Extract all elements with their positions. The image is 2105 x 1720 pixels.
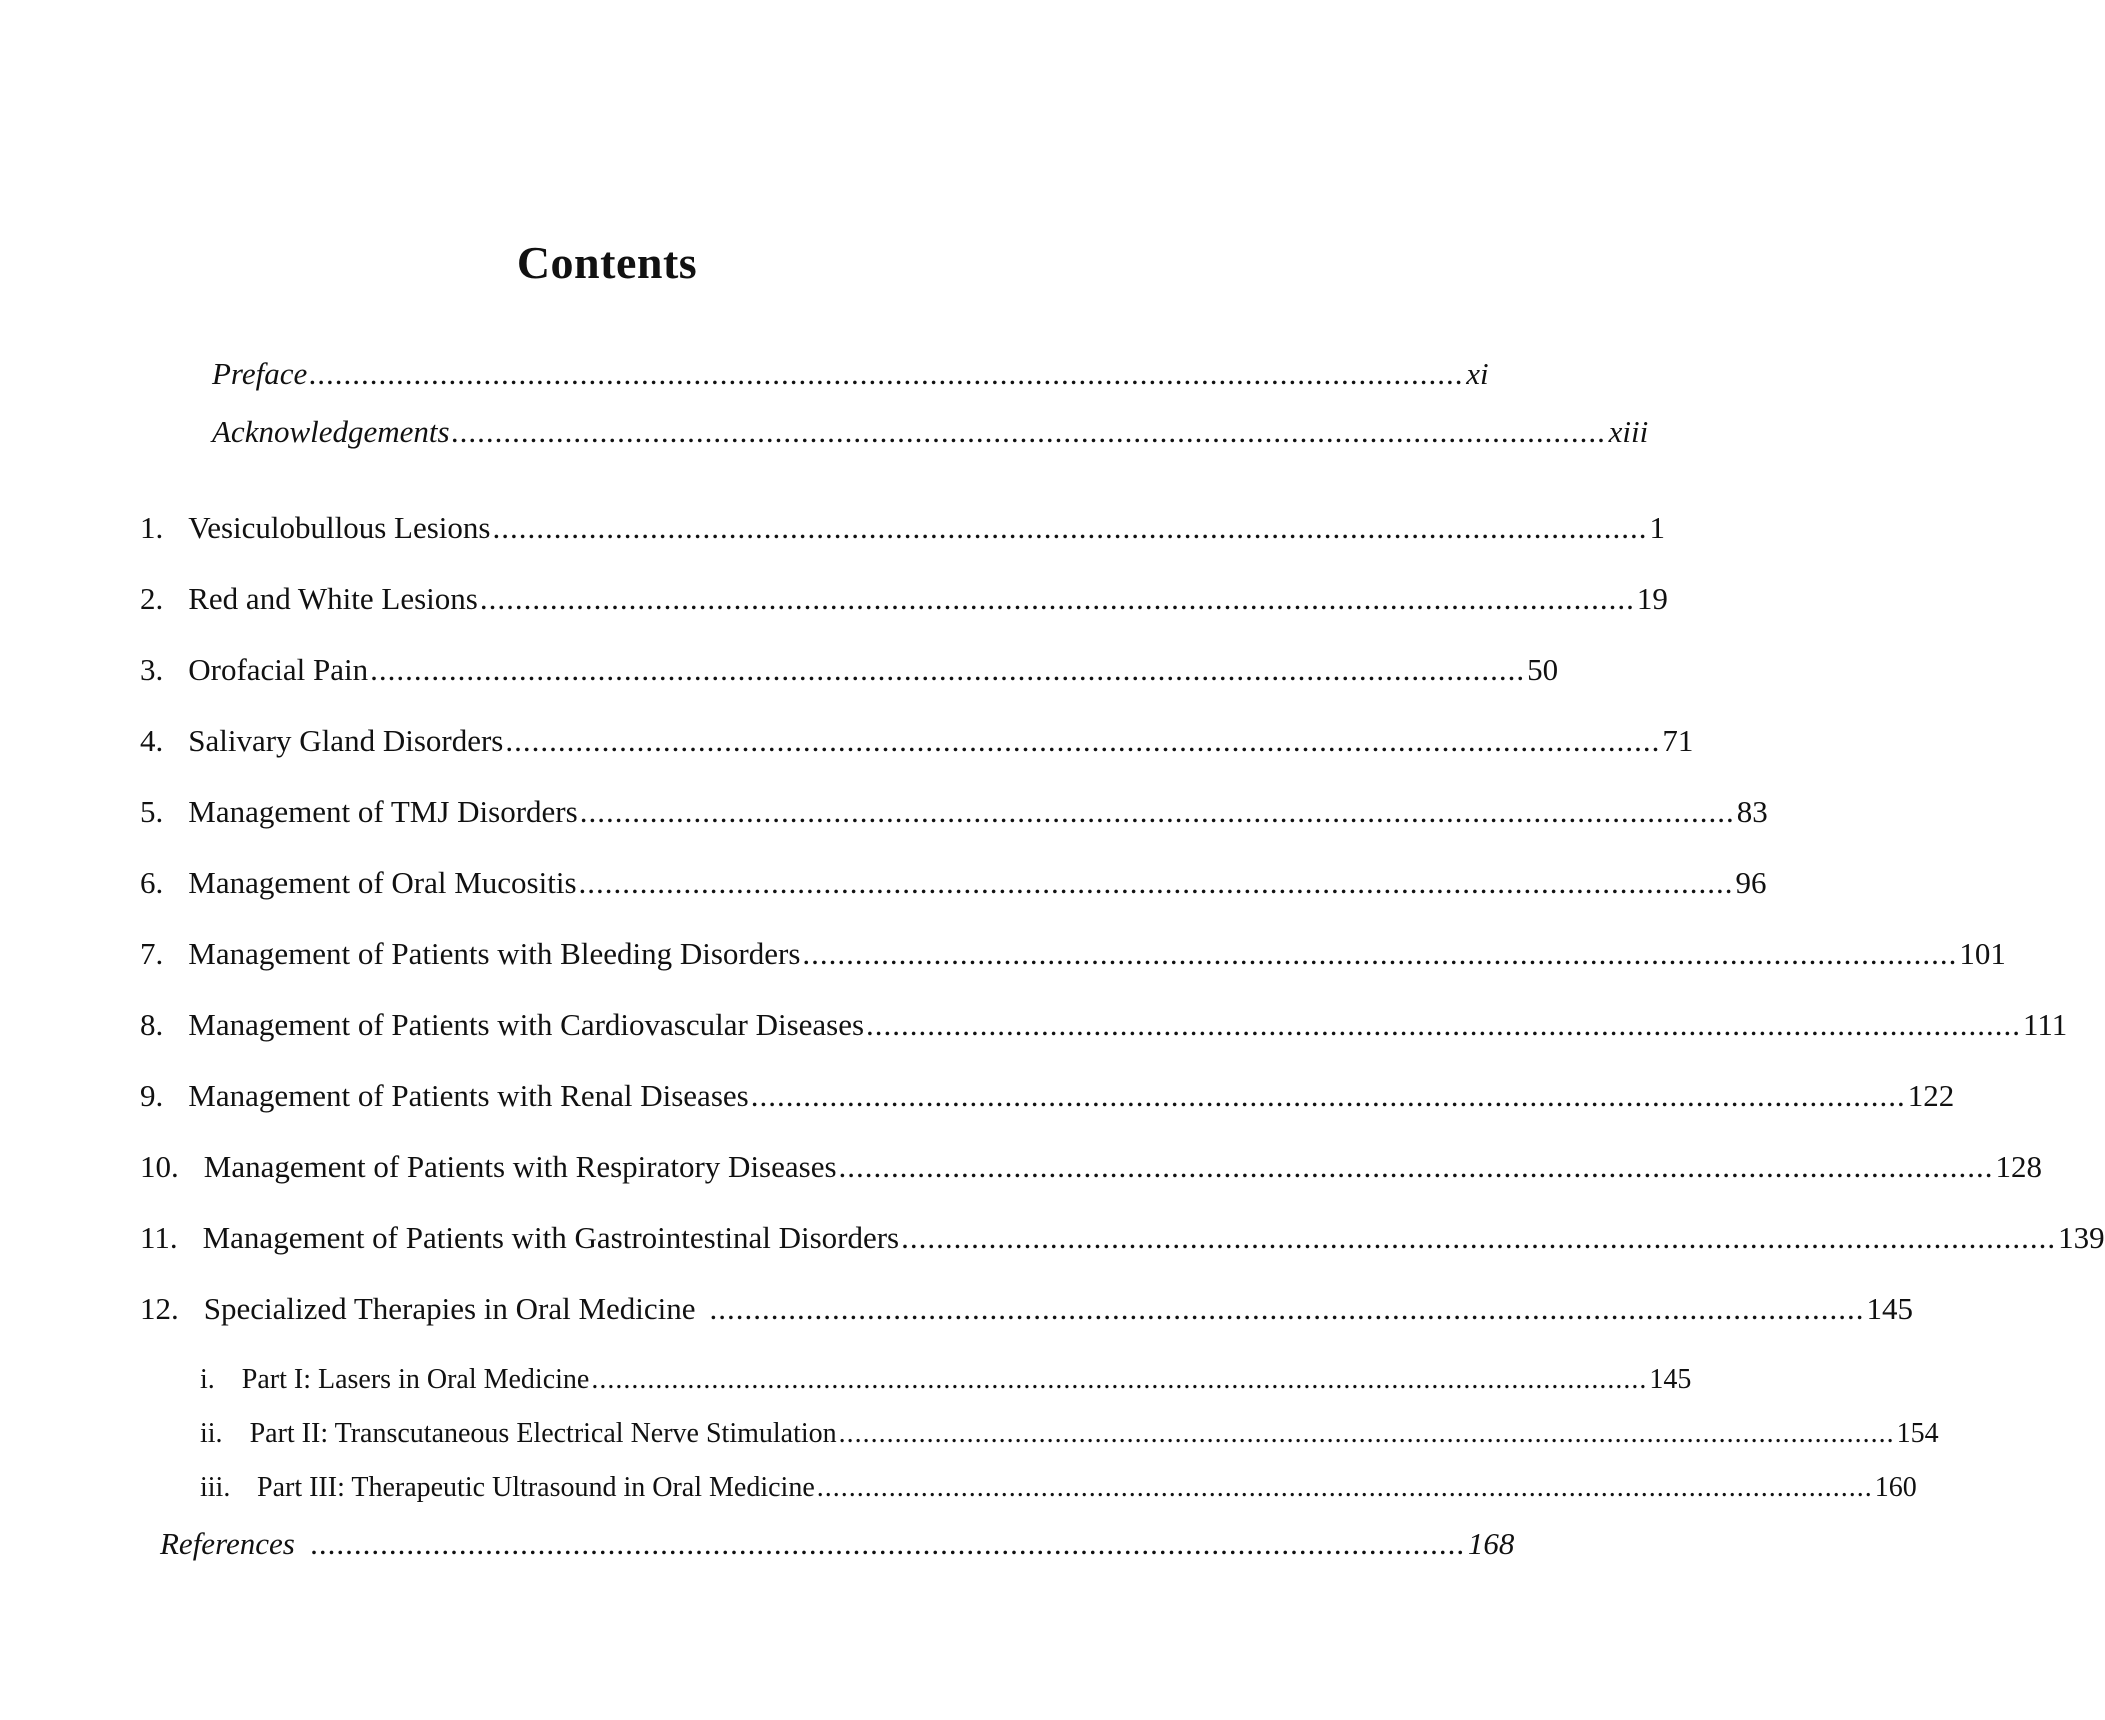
dot-leader: .................................................................................................................................... <box>709 1291 1865 1326</box>
toc-page-number: xiii <box>1608 414 1649 449</box>
toc-entry-references[interactable] <box>160 1526 1515 1562</box>
toc-page-number: 145 <box>1649 1364 1692 1395</box>
toc-chapter[interactable] <box>140 1220 2105 1256</box>
dot-leader: .................................................................................................................................... <box>802 936 1958 971</box>
dot-leader: .................................................................................................................................... <box>838 1418 1895 1449</box>
toc-part[interactable] <box>200 1364 1692 1396</box>
toc-page-number: 168 <box>1467 1526 1515 1561</box>
chapter-number: 2. <box>140 581 164 616</box>
chapter-number: 9. <box>140 1078 164 1113</box>
toc-chapter[interactable] <box>140 581 1668 617</box>
chapter-title: Orofacial Pain <box>188 652 369 687</box>
dot-leader: .................................................................................................................................... <box>866 1007 2022 1042</box>
chapter-title: Management of Patients with Renal Diseases <box>188 1078 749 1113</box>
part-title: Part I: Lasers in Oral Medicine <box>241 1364 590 1395</box>
chapter-title: Salivary Gland Disorders <box>188 723 504 758</box>
toc-entry-acknowledgements[interactable] <box>212 414 1649 450</box>
dot-leader: .................................................................................................................................... <box>479 581 1635 616</box>
toc-part[interactable] <box>200 1418 1939 1450</box>
toc-chapter[interactable] <box>140 1291 1914 1327</box>
toc-page-number: 101 <box>1959 936 2006 971</box>
toc-page-number: 160 <box>1874 1472 1917 1503</box>
toc-entry-label: References <box>160 1526 295 1561</box>
chapter-title: Management of Patients with Cardiovascular Diseases <box>188 1007 865 1042</box>
toc-chapter[interactable] <box>140 794 1768 830</box>
part-number: i. <box>200 1364 215 1395</box>
toc-page-number: 83 <box>1736 794 1768 829</box>
part-title: Part II: Transcutaneous Electrical Nerve Stimulation <box>249 1418 837 1449</box>
part-title: Part III: Therapeutic Ultrasound in Oral Medicine <box>257 1472 815 1503</box>
toc-page-number: xi <box>1466 356 1489 391</box>
toc-entry-preface[interactable] <box>212 356 1489 392</box>
chapter-number: 6. <box>140 865 164 900</box>
page-title: Contents <box>516 237 698 288</box>
toc-page-number: 128 <box>1995 1149 2043 1184</box>
chapter-title: Management of TMJ Disorders <box>188 794 578 829</box>
dot-leader: .................................................................................................................................... <box>579 794 1735 829</box>
dot-leader: .................................................................................................................................... <box>578 865 1734 900</box>
chapter-number: 10. <box>140 1149 179 1184</box>
dot-leader: .................................................................................................................................... <box>901 1220 2057 1255</box>
dot-leader: .................................................................................................................................... <box>816 1472 1873 1503</box>
toc-chapter[interactable] <box>140 652 1559 688</box>
chapter-title: Specialized Therapies in Oral Medicine <box>203 1291 696 1326</box>
chapter-number: 1. <box>140 510 164 545</box>
part-number: iii. <box>200 1472 231 1503</box>
toc-page-number: 145 <box>1866 1291 1914 1326</box>
toc-entry-label: Preface <box>212 356 308 391</box>
toc-chapter[interactable] <box>140 1149 2043 1185</box>
toc-entry-label: Acknowledgements <box>212 414 450 449</box>
dot-leader: .................................................................................................................................... <box>838 1149 1994 1184</box>
toc-page-number: 122 <box>1907 1078 1955 1113</box>
dot-leader: .................................................................................................................................... <box>750 1078 1906 1113</box>
chapter-title: Management of Oral Mucositis <box>188 865 577 900</box>
toc-chapter[interactable] <box>140 1007 2068 1043</box>
toc-page-number: 71 <box>1662 723 1694 758</box>
chapter-number: 3. <box>140 652 164 687</box>
part-number: ii. <box>200 1418 223 1449</box>
toc-chapter[interactable] <box>140 865 1767 901</box>
dot-leader: .................................................................................................................................... <box>309 356 1465 391</box>
dot-leader: .................................................................................................................................... <box>370 652 1526 687</box>
chapter-title: Management of Patients with Bleeding Disorders <box>188 936 801 971</box>
dot-leader: .................................................................................................................................... <box>492 510 1648 545</box>
toc-page-number: 139 <box>2058 1220 2105 1255</box>
chapter-number: 7. <box>140 936 164 971</box>
chapter-title: Red and White Lesions <box>188 581 478 616</box>
toc-page-number: 50 <box>1527 652 1559 687</box>
toc-chapter[interactable] <box>140 510 1665 546</box>
chapter-title: Vesiculobullous Lesions <box>188 510 491 545</box>
toc-chapter[interactable] <box>140 723 1694 759</box>
dot-leader: .................................................................................................................................... <box>591 1364 1648 1395</box>
toc-page-number: 19 <box>1636 581 1668 616</box>
toc-page-number: 111 <box>2023 1007 2068 1042</box>
dot-leader: .................................................................................................................................... <box>310 1526 1466 1561</box>
dot-leader: .................................................................................................................................... <box>505 723 1661 758</box>
toc-page-number: 1 <box>1649 510 1665 545</box>
chapter-number: 8. <box>140 1007 164 1042</box>
chapter-number: 12. <box>140 1291 179 1326</box>
toc-page-number: 96 <box>1735 865 1767 900</box>
chapter-number: 4. <box>140 723 164 758</box>
chapter-number: 5. <box>140 794 164 829</box>
toc-part[interactable] <box>200 1472 1917 1504</box>
dot-leader: .................................................................................................................................... <box>451 414 1607 449</box>
toc-page-number: 154 <box>1896 1418 1939 1449</box>
chapter-number: 11. <box>140 1220 178 1255</box>
chapter-title: Management of Patients with Respiratory Diseases <box>203 1149 837 1184</box>
toc-chapter[interactable] <box>140 1078 1955 1114</box>
toc-chapter[interactable] <box>140 936 2006 972</box>
chapter-title: Management of Patients with Gastrointestinal Disorders <box>202 1220 900 1255</box>
